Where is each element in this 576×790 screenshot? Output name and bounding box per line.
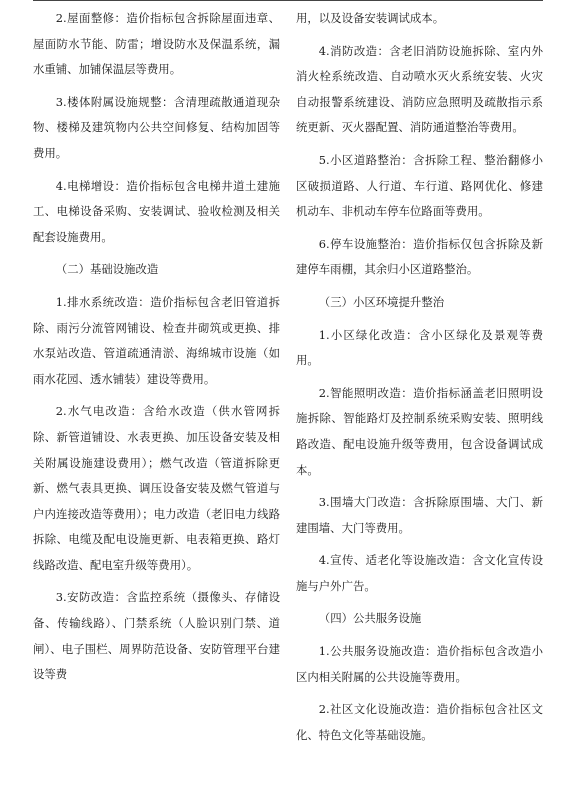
security-paragraph: 3.安防改造：含监控系统（摄像头、存储设备、传输线路）、门禁系统（人脸识别门禁、道闸）、电子围栏、周界防范设备、安防管理平台建设等费 [33, 590, 280, 682]
public-service-paragraph: 1.公共服务设施改造：造价指标包含改造小区内相关附属的公共设施等费用。 [296, 644, 543, 684]
fire-protection-paragraph: 4.消防改造：含老旧消防设施拆除、室内外消火栓系统改造、自动喷水灭火系统安装、火灾自动报警系统建设、消防应急照明及疏散指示系统更新、灭火器配置、消防通道整治等费用。 [296, 43, 543, 135]
water-gas-power-paragraph: 2.水气电改造：含给水改造（供水管网拆除、新管道铺设、水表更换、加压设备安装及相关附属设施建设费用）；燃气改造（管道拆除更新、燃气表具更换、调压设备安装及燃气管道与户内连接改造等费用）；电力改造（老旧电力线路拆除、电缆及配电设施更新、电表箱更换、路灯线路改造、配电室升级等费用）。 [33, 404, 280, 572]
infrastructure-heading: （二）基础设施改造 [55, 262, 159, 277]
parking-paragraph: 6.停车设施整治：造价指标仅包含拆除及新建停车雨棚，其余归小区道路整治。 [296, 236, 543, 277]
lighting-paragraph: 2.智能照明改造：造价指标涵盖老旧照明设施拆除、智能路灯及控制系统采购安装、照明线路改造、配电设施升级等费用，包含设备调试成本。 [296, 385, 543, 477]
publicity-paragraph: 4.宣传、适老化等设施改造：含文化宣传设施与户外广告。 [296, 553, 543, 593]
left-column [33, 6, 280, 688]
greening-paragraph: 1.小区绿化改造：含小区绿化及景观等费用。 [296, 327, 543, 368]
road-paragraph: 5.小区道路整治：含拆除工程、整治翻修小区破损道路、人行道、车行道、路网优化、修建机动车、非机动车停车位路面等费用。 [296, 152, 543, 219]
security-paragraph-continued: 用，以及设备安装调试成本。 [296, 11, 445, 25]
environment-heading: （三）小区环境提升整治 [318, 294, 445, 309]
building-facilities-paragraph: 3.楼体附属设施规整：含清理疏散通道现杂物、楼梯及建筑物内公共空间修复、结构加固等费用。 [33, 94, 280, 160]
culture-paragraph: 2.社区文化设施改造：造价指标包含社区文化、特色文化等基础设施。 [296, 702, 543, 742]
right-column [296, 6, 543, 748]
drainage-paragraph: 1.排水系统改造：造价指标包含老旧管道拆除、雨污分流管网铺设、检查井砌筑或更换、排水泵站改造、管道疏通清淤、海绵城市设施（如雨水花园、透水铺装）建设等费用。 [33, 294, 280, 386]
walls-gates-paragraph: 3.围墙大门改造：含拆除原围墙、大门、新建围墙、大门等费用。 [296, 495, 543, 535]
public-service-heading: （四）公共服务设施 [318, 611, 422, 626]
top-rule [33, 0, 543, 1]
roof-repair-paragraph: 2.屋面整修：造价指标包含拆除屋面违章、屋面防水节能、防雷；增设防水及保温系统，漏水重铺、加铺保温层等费用。 [33, 11, 280, 77]
elevator-paragraph: 4.电梯增设：造价指标包含电梯井道土建施工、电梯设备采购、安装调试、验收检测及相关配套设施费用。 [33, 178, 280, 244]
